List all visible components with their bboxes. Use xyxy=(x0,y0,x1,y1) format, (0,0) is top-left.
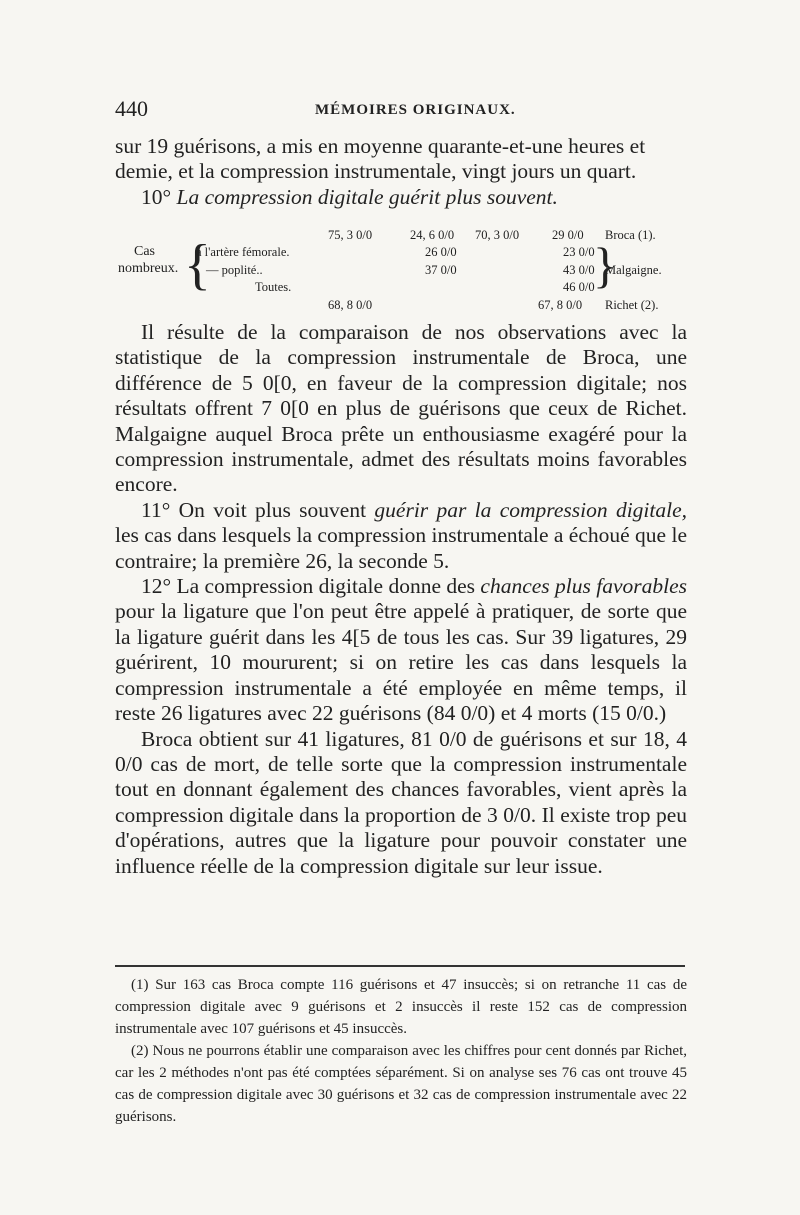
footnote-divider xyxy=(115,965,685,967)
statistics-table xyxy=(118,228,688,318)
cell-r2-c4: 43 0/0 xyxy=(563,263,595,277)
footnote-1: (1) Sur 163 cas Broca compte 116 guérisons et 47 insuccès; si on retranche 11 cas de compression digitale avec 9 guérisons et 2 insuccès il reste 152 cas de compression instrumentale avec 107 guérisons et 45 insuccès. xyxy=(115,977,687,1037)
cell-r4-source: Richet (2). xyxy=(605,298,659,312)
point-12: 12° La compression digitale donne des chances plus favorables pour la ligature que l'on peut être appelé à pratiquer, de sorte que la ligature guérit dans les 4[5 de tous les cas. Sur 39 ligatures, 29 guérirent, 10 moururent; si on retire les cas dans lesquels la compression instrumentale a été employée en même temps, il reste 26 ligatures avec 22 guérisons (84 0/0) et 4 morts (15 0/0.) xyxy=(115,574,688,726)
footnotes xyxy=(115,974,687,1128)
cell-r3-c4: 46 0/0 xyxy=(563,280,595,294)
row-label-toutes: Toutes. xyxy=(255,280,292,294)
point-10-text: La compression digitale guérit plus souvent. xyxy=(176,184,558,209)
point-10 xyxy=(115,185,687,210)
intro-paragraph xyxy=(115,134,687,210)
cell-r0-c2: 24, 6 0/0 xyxy=(410,228,455,242)
cell-r0-source: Broca (1). xyxy=(605,228,656,242)
page-number: 440 xyxy=(115,96,148,121)
cell-r2-source: Malgaigne. xyxy=(605,263,662,277)
cell-r4-c1: 68, 8 0/0 xyxy=(328,298,373,312)
running-title: MÉMOIRES ORIGINAUX. xyxy=(315,102,516,118)
paragraph-broca: Il résulte de la comparaison de nos observations avec la statistique de la compression instrumentale de Broca, une différence de 5 0[0, en faveur de la compression digitale; nos résultats offrent 7 0[0 en plus de guérisons que ceux de Richet. Malgaigne auquel Broca prête un enthousiasme exagéré pour la compression instrumentale, admet des résultats moins favorables encore. xyxy=(115,320,687,497)
footnote-2: (2) Nous ne pourrons établir une comparaison avec les chiffres pour cent donnés par Richet, car les 2 méthodes n'ont pas été comptées séparément. Si on analyse ses 76 cas ont trouve 45 cas de compression digitale avec 30 guérisons et 32 cas de compression instrumentale avec 22 guérisons. xyxy=(115,1043,687,1125)
main-text xyxy=(115,320,687,879)
cell-r0-c1: 75, 3 0/0 xyxy=(328,228,373,242)
paragraph-broca-2: Broca obtient sur 41 ligatures, 81 0/0 de guérisons et sur 18, 4 0/0 cas de mort, de telle sorte que la compression instrumentale tout en donnant également des chances favorables, vient après la compression digitale dans la proportion de 3 0/0. Il existe trop peu d'opérations, autres que la ligature pour pouvoir constater une influence réelle de la compression digitale sur leur issue. xyxy=(115,726,687,878)
row-label-femorale: à l'artère fémorale. xyxy=(196,245,290,259)
cell-r0-c4: 29 0/0 xyxy=(552,228,584,242)
row-label-nombreux: nombreux. xyxy=(118,261,179,276)
intro-line-2: demie, et la compression instrumentale, vingt jours un quart. xyxy=(115,159,637,184)
row-label-poplite: — poplité.. xyxy=(206,263,263,277)
page-header xyxy=(115,96,685,126)
right-brace-icon: } xyxy=(593,237,617,293)
point-10-label: 10° xyxy=(141,184,172,209)
cell-r2-c2: 37 0/0 xyxy=(425,263,457,277)
intro-line-1: sur 19 guérisons, a mis en moyenne quarante-et-une heures et xyxy=(115,134,646,158)
row-label-cas: Cas xyxy=(134,244,155,259)
cell-r0-c3: 70, 3 0/0 xyxy=(475,228,520,242)
left-brace-icon: { xyxy=(184,234,211,296)
cell-r1-c4: 23 0/0 xyxy=(563,245,595,259)
cell-r4-c4: 67, 8 0/0 xyxy=(538,298,583,312)
point-11: 11° On voit plus souvent guérir par la compression digitale, les cas dans lesquels la compression instrumentale a échoué que le contraire; la première 26, la seconde 5. xyxy=(115,497,688,573)
cell-r1-c2: 26 0/0 xyxy=(425,245,457,259)
